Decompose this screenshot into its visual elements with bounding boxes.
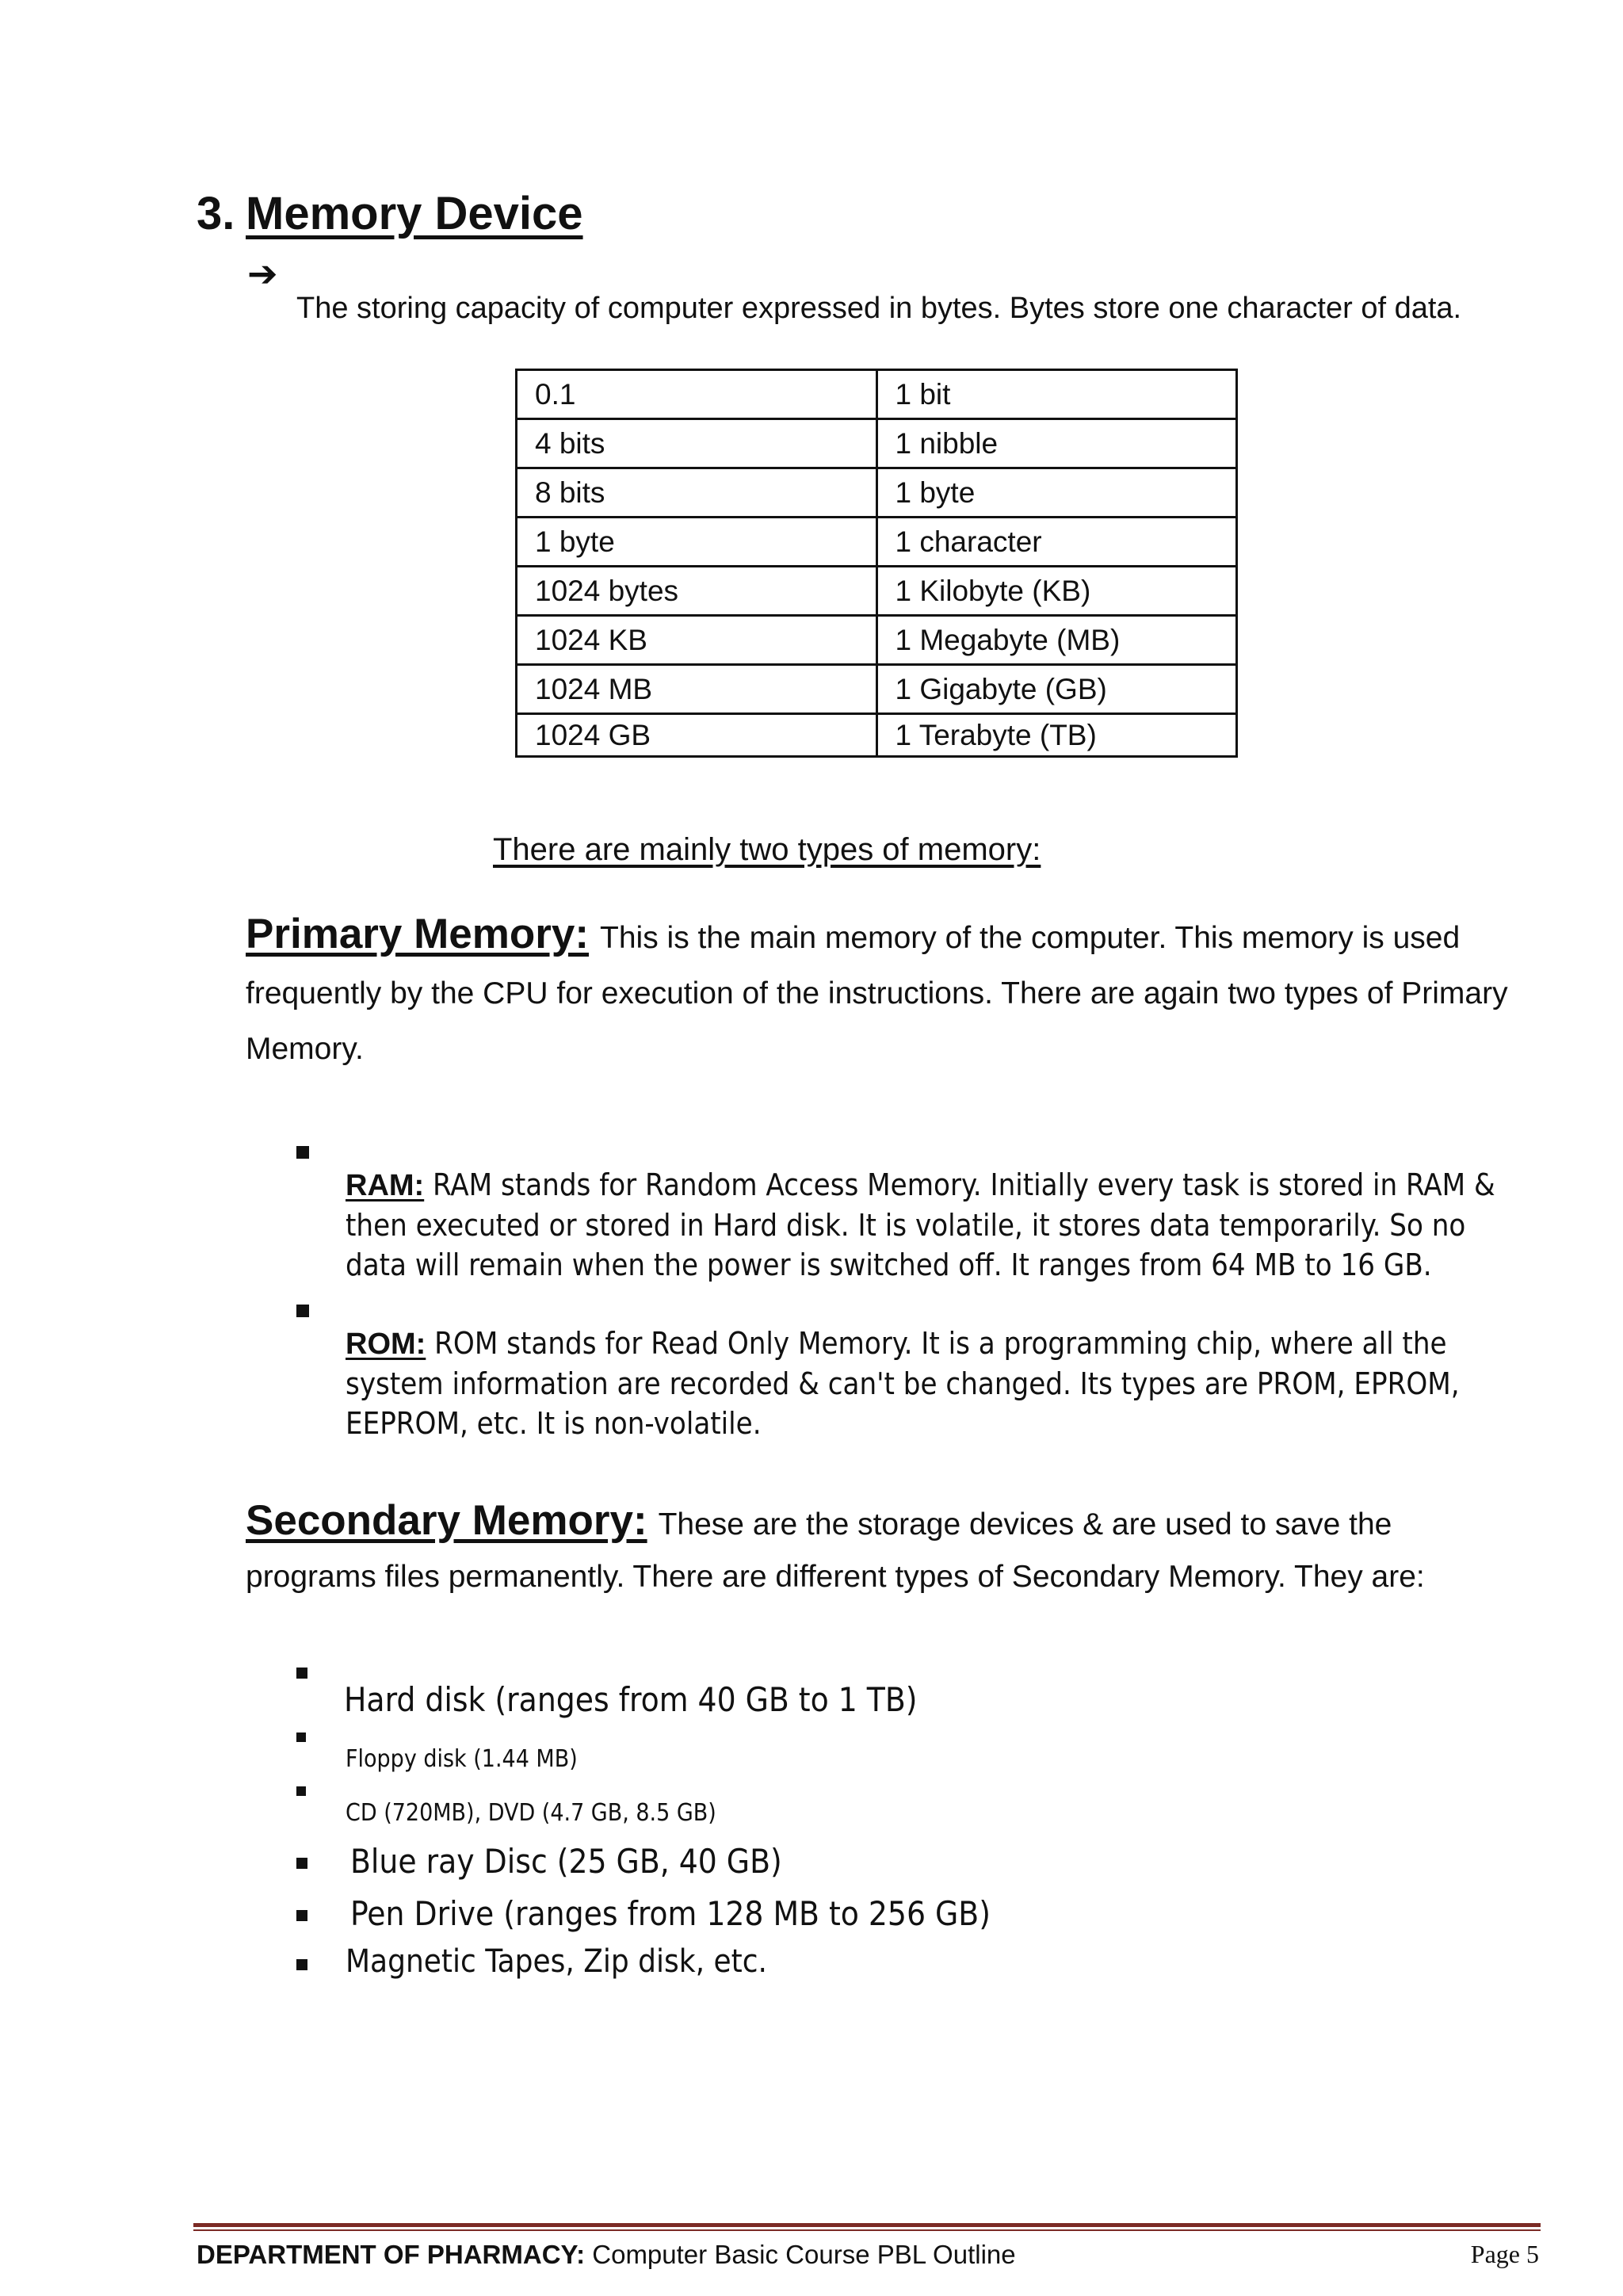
square-bullet-icon — [296, 1668, 307, 1679]
square-bullet-icon — [296, 1959, 307, 1970]
page-number: Page 5 — [1470, 2240, 1539, 2268]
square-bullet-icon — [296, 1733, 306, 1742]
ram-description: RAM stands for Random Access Memory. Initially every task is stored in RAM & then executed or stored in Hard disk. It is volatile, it stores data temporarily. So no data will remain when the power is switched off. It ranges from 64 MB to 16 GB. — [346, 1167, 1495, 1282]
footer-course-info — [197, 2240, 1016, 2270]
heading-number: 3. — [197, 188, 235, 239]
table-cell: 1024 MB — [517, 665, 877, 714]
table-cell: 1024 GB — [517, 714, 877, 757]
intro-text: The storing capacity of computer expressed in bytes. Bytes store one character of data. — [296, 292, 1462, 325]
list-item-text: Pen Drive (ranges from 128 MB to 256 GB) — [350, 1894, 991, 1933]
table-cell: 1 Gigabyte (GB) — [876, 665, 1237, 714]
table-cell: 8 bits — [517, 468, 877, 518]
table-cell: 1 Kilobyte (KB) — [876, 567, 1237, 616]
list-item-text: Hard disk (ranges from 40 GB to 1 TB) — [344, 1680, 918, 1719]
section-heading — [197, 187, 583, 240]
square-bullet-icon — [296, 1910, 307, 1921]
table-cell: 1024 KB — [517, 616, 877, 665]
table-row — [517, 665, 1237, 714]
primary-memory-heading: Primary Memory: — [246, 911, 590, 957]
rom-label: ROM: — [346, 1328, 426, 1361]
table-cell: 1 Megabyte (MB) — [876, 616, 1237, 665]
square-bullet-icon — [296, 1858, 307, 1869]
table-cell: 1 byte — [517, 518, 877, 567]
table-cell: 1 bit — [876, 370, 1237, 419]
secondary-memory-paragraph — [246, 1495, 1514, 1603]
table-row — [517, 567, 1237, 616]
table-cell: 1024 bytes — [517, 567, 877, 616]
table-cell: 1 nibble — [876, 419, 1237, 468]
table-cell: 1 Terabyte (TB) — [876, 714, 1237, 757]
table-cell: 1 byte — [876, 468, 1237, 518]
square-bullet-icon — [296, 1146, 309, 1159]
footer-divider-thin — [193, 2229, 1541, 2231]
types-of-memory-title: There are mainly two types of memory: — [493, 832, 1041, 867]
table-cell: 1 character — [876, 518, 1237, 567]
table-row — [517, 518, 1237, 567]
ram-bullet-text — [346, 1165, 1534, 1285]
table-row — [517, 419, 1237, 468]
primary-memory-paragraph — [246, 907, 1514, 1077]
list-item-text: Blue ray Disc (25 GB, 40 GB) — [350, 1842, 782, 1881]
footer-divider — [193, 2223, 1541, 2227]
secondary-memory-heading: Secondary Memory: — [246, 1497, 647, 1544]
memory-units-table — [515, 369, 1238, 758]
footer-department: DEPARTMENT OF PHARMACY: — [197, 2240, 586, 2269]
primary-memory-text: This is the main memory of the computer. This memory is used frequently by the CPU for execution of the instructions. There are again two types of Primary Memory. — [246, 921, 1508, 1066]
footer-course: Computer Basic Course PBL Outline — [585, 2240, 1016, 2269]
table-cell: 0.1 — [517, 370, 877, 419]
square-bullet-icon — [296, 1305, 309, 1317]
rom-bullet-text — [346, 1324, 1534, 1443]
ram-label: RAM: — [346, 1169, 425, 1202]
list-item-text: Magnetic Tapes, Zip disk, etc. — [346, 1943, 767, 1980]
list-item-text: Floppy disk (1.44 MB) — [346, 1745, 578, 1773]
table-row — [517, 616, 1237, 665]
list-item-text: CD (720MB), DVD (4.7 GB, 8.5 GB) — [346, 1799, 716, 1827]
table-cell: 4 bits — [517, 419, 877, 468]
secondary-memory-text: These are the storage devices & are used to save the programs files permanently. There are different types of Secondary Memory. They are: — [246, 1507, 1425, 1594]
rom-description: ROM stands for Read Only Memory. It is a programming chip, where all the system information are recorded & can't be changed. Its types are PROM, EPROM, EEPROM, etc. It is non-volatile. — [346, 1326, 1460, 1441]
table-row — [517, 468, 1237, 518]
square-bullet-icon — [296, 1786, 306, 1796]
heading-title: Memory Device — [246, 188, 583, 239]
table-row — [517, 370, 1237, 419]
table-row — [517, 714, 1237, 757]
right-arrow-icon: ➔ — [247, 253, 278, 294]
